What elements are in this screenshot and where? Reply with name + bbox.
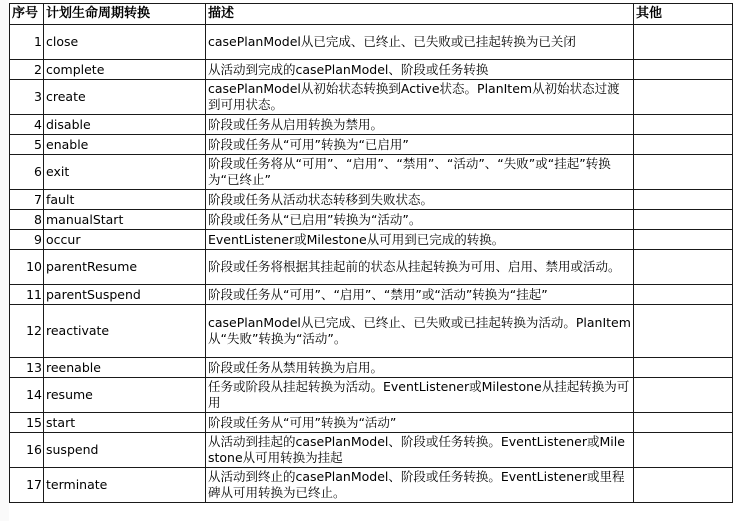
table-row [10,135,733,155]
cell-num[interactable]: 10 [10,250,44,285]
table-row [10,468,733,503]
cell-description[interactable]: casePlanModel从已完成、已终止、已失败或已挂起转换为活动。PlanItem从“失败”转换为“活动”。 [206,305,634,358]
cell-transition[interactable]: enable [44,135,206,155]
cell-num[interactable]: 13 [10,358,44,378]
cell-other[interactable] [634,135,733,155]
cell-num[interactable]: 11 [10,285,44,305]
cell-num[interactable]: 3 [10,80,44,115]
table-row [10,305,733,358]
cell-description[interactable]: 任务或阶段从挂起转换为活动。EventListener或Milestone从挂起转换为可用 [206,378,634,413]
table-row [10,433,733,468]
cell-transition[interactable]: parentResume [44,250,206,285]
cell-num[interactable]: 9 [10,230,44,250]
cell-description[interactable]: 阶段或任务从“已启用”转换为“活动”。 [206,210,634,230]
cell-transition[interactable]: suspend [44,433,206,468]
cell-num[interactable]: 5 [10,135,44,155]
cell-transition[interactable]: exit [44,155,206,190]
cell-transition[interactable]: terminate [44,468,206,503]
cell-description[interactable]: casePlanModel从已完成、已终止、已失败或已挂起转换为已关闭 [206,25,634,60]
cell-transition[interactable]: resume [44,378,206,413]
cell-other[interactable] [634,413,733,433]
cell-transition[interactable]: reenable [44,358,206,378]
cell-other[interactable] [634,433,733,468]
cell-other[interactable] [634,60,733,80]
cell-num[interactable]: 6 [10,155,44,190]
cell-num[interactable]: 12 [10,305,44,358]
cell-description[interactable]: 阶段或任务将根据其挂起前的状态从挂起转换为可用、启用、禁用或活动。 [206,250,634,285]
cell-num[interactable]: 7 [10,190,44,210]
cell-num[interactable]: 15 [10,413,44,433]
cell-description[interactable]: 从活动到挂起的casePlanModel、阶段或任务转换。EventListener或Milestone从可用转换为挂起 [206,433,634,468]
cell-description[interactable]: 阶段或任务从活动状态转移到失败状态。 [206,190,634,210]
cell-transition[interactable]: complete [44,60,206,80]
cell-description[interactable]: 阶段或任务从“可用”转换为“活动” [206,413,634,433]
cell-transition[interactable]: close [44,25,206,60]
cell-other[interactable] [634,25,733,60]
cell-other[interactable] [634,230,733,250]
cell-transition[interactable]: disable [44,115,206,135]
cell-transition[interactable]: reactivate [44,305,206,358]
table-row [10,358,733,378]
row-header-edge [0,0,9,521]
table-row [10,230,733,250]
cell-description[interactable]: casePlanModel从初始状态转换到Active状态。PlanItem从初始状态过渡到可用状态。 [206,80,634,115]
cell-num[interactable]: 2 [10,60,44,80]
cell-other[interactable] [634,155,733,190]
cell-description[interactable]: 从活动到完成的casePlanModel、阶段或任务转换 [206,60,634,80]
cell-num[interactable]: 8 [10,210,44,230]
cell-num[interactable]: 1 [10,25,44,60]
table-row [10,378,733,413]
table-row [10,413,733,433]
cell-description[interactable]: 阶段或任务从禁用转换为启用。 [206,358,634,378]
table-row [10,155,733,190]
cell-transition[interactable]: occur [44,230,206,250]
table-row [10,190,733,210]
cell-other[interactable] [634,190,733,210]
cell-description[interactable]: EventListener或Milestone从可用到已完成的转换。 [206,230,634,250]
table-row [10,210,733,230]
cell-transition[interactable]: start [44,413,206,433]
cell-transition[interactable]: create [44,80,206,115]
header-num[interactable]: 序号 [10,4,44,25]
cell-other[interactable] [634,285,733,305]
cell-description[interactable]: 阶段或任务从启用转换为禁用。 [206,115,634,135]
cell-num[interactable]: 17 [10,468,44,503]
header-row [10,4,733,25]
cell-other[interactable] [634,80,733,115]
cell-description[interactable]: 阶段或任务从“可用”转换为“已启用” [206,135,634,155]
table-row [10,60,733,80]
header-other[interactable]: 其他 [634,4,733,25]
table-row [10,25,733,60]
cell-description[interactable]: 从活动到终止的casePlanModel、阶段或任务转换。EventListener或里程碑从可用转换为已终止。 [206,468,634,503]
cell-other[interactable] [634,210,733,230]
header-transition[interactable]: 计划生命周期转换 [44,4,206,25]
table-row [10,250,733,285]
table-row [10,115,733,135]
lifecycle-transition-table [9,3,733,503]
cell-num[interactable]: 4 [10,115,44,135]
cell-num[interactable]: 16 [10,433,44,468]
cell-description[interactable]: 阶段或任务从“可用”、“启用”、“禁用”或“活动”转换为“挂起” [206,285,634,305]
table-row [10,285,733,305]
cell-other[interactable] [634,250,733,285]
cell-other[interactable] [634,358,733,378]
cell-other[interactable] [634,378,733,413]
cell-other[interactable] [634,305,733,358]
cell-transition[interactable]: fault [44,190,206,210]
cell-transition[interactable]: manualStart [44,210,206,230]
cell-other[interactable] [634,468,733,503]
cell-transition[interactable]: parentSuspend [44,285,206,305]
cell-other[interactable] [634,115,733,135]
table-row [10,80,733,115]
cell-num[interactable]: 14 [10,378,44,413]
cell-description[interactable]: 阶段或任务将从“可用”、“启用”、“禁用”、“活动”、“失败”或“挂起”转换为“已终止” [206,155,634,190]
header-description[interactable]: 描述 [206,4,634,25]
